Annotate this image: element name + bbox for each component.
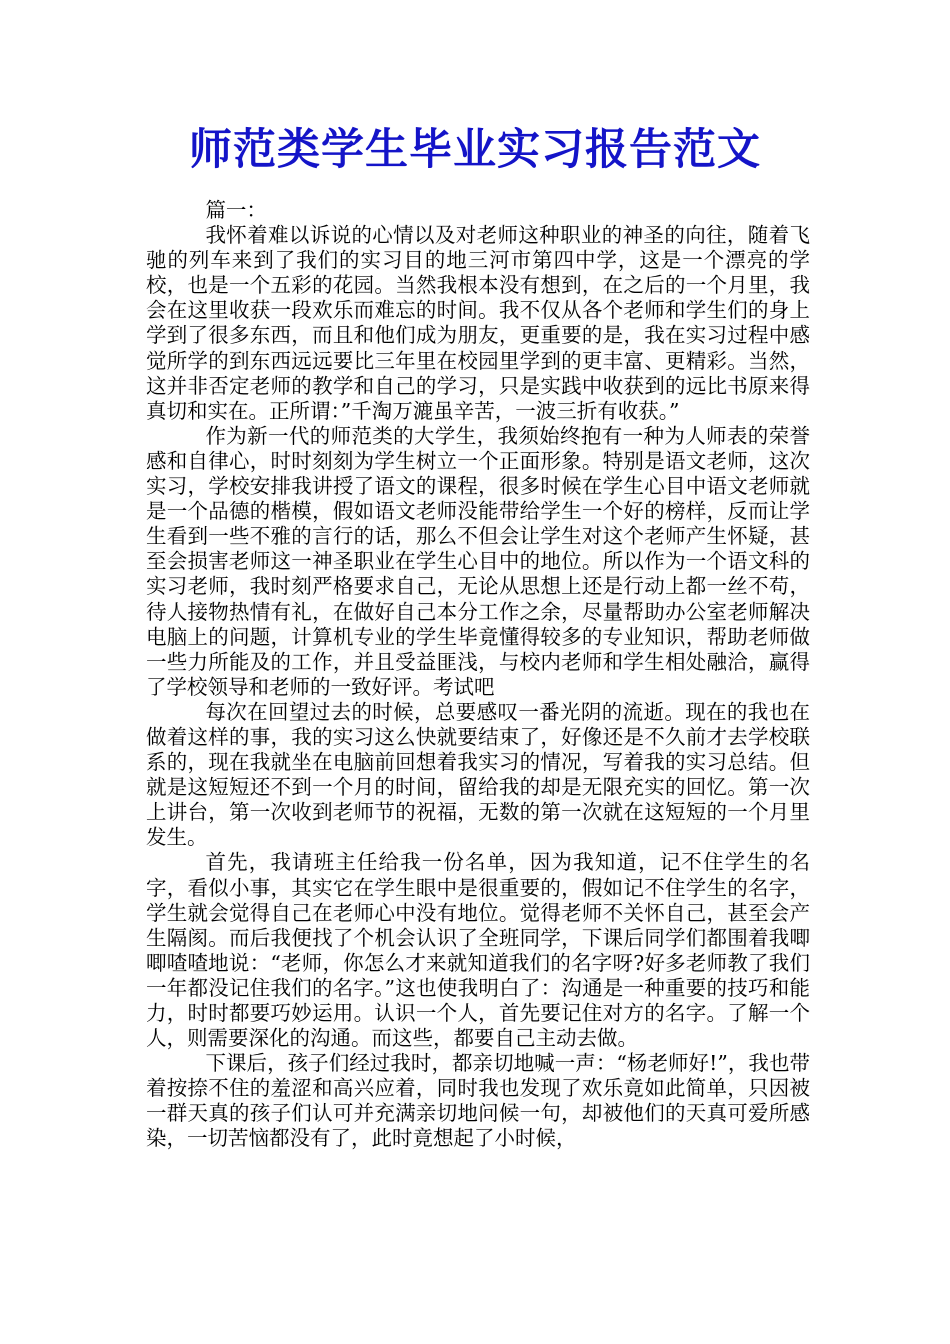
paragraph: 作为新一代的师范类的大学生，我须始终抱有一种为人师表的荣誉感和自律心，时时刻刻为学生树立一个正面形象。特别是语文老师，这次实习，学校安排我讲授了语文的课程，很多时候在学生心目中语文老师就是一个品德的楷模，假如语文老师没能带给学生一个好的榜样，反而让学生看到一些不雅的言行的话，那么不但会让学生对这个老师产生怀疑，甚至会损害老师这一神圣职业在学生心目中的地位。所以作为一个语文科的实习老师，我时刻严格要求自己，无论从思想上还是行动上都一丝不苟，待人接物热情有礼，在做好自己本分工作之余，尽量帮助办公室老师解决电脑上的问题，计算机专业的学生毕竟懂得较多的专业知识，帮助老师做一些力所能及的工作，并且受益匪浅，与校内老师和学生相处融洽，赢得了学校领导和老师的一致好评。考试吧 [146,423,810,699]
section-heading: 篇一： [205,198,267,222]
document-title: 师范类学生毕业实习报告范文 [189,125,761,175]
paragraph: 每次在回望过去的时候，总要感叹一番光阴的流逝。现在的我也在做着这样的事，我的实习这么快就要结束了，好像还是不久前才去学校联系的，现在我就坐在电脑前回想着我实习的情况，写着我的实习总结。但就是这短短还不到一个月的时间，留给我的却是无限充实的回忆。第一次上讲台，第一次收到老师节的祝福，无数的第一次就在这短短的一个月里发生。 [146,699,810,850]
paragraph: 我怀着难以诉说的心情以及对老师这种职业的神圣的向往，随着飞驰的列车来到了我们的实习目的地三河市第四中学，这是一个漂亮的学校，也是一个五彩的花园。当然我根本没有想到，在之后的一个月里，我会在这里收获一段欢乐而难忘的时间。我不仅从各个老师和学生们的身上学到了很多东西，而且和他们成为朋友，更重要的是，我在实习过程中感觉所学的到东西远远要比三年里在校园里学到的更丰富、更精彩。当然，这并非否定老师的教学和自己的学习，只是实践中收获到的远比书原来得真切和实在。正所谓：”千淘万漉虽辛苦，一波三折有收获。” [146,223,810,423]
paragraph: 首先，我请班主任给我一份名单，因为我知道，记不住学生的名字，看似小事，其实它在学生眼中是很重要的，假如记不住学生的名字，学生就会觉得自己在老师心中没有地位。觉得老师不关怀自己，甚至会产生隔阂。而后我便找了个机会认识了全班同学，下课后同学们都围着我唧唧喳喳地说：“老师，你怎么才来就知道我们的名字呀?好多老师教了我们一年都没记住我们的名字。”这也使我明白了：沟通是一种重要的技巧和能力，时时都要巧妙运用。认识一个人，首先要记住对方的名字。了解一个人，则需要深化的沟通。而这些，都要自己主动去做。 [146,850,810,1051]
document-body [146,198,810,1152]
paragraph: 下课后，孩子们经过我时，都亲切地喊一声：“杨老师好!”，我也带着按捺不住的羞涩和高兴应着，同时我也发现了欢乐竟如此简单，只因被一群天真的孩子们认可并充满亲切地问候一句，却被他们的天真可爱所感染，一切苦恼都没有了，此时竟想起了小时候， [146,1051,810,1151]
